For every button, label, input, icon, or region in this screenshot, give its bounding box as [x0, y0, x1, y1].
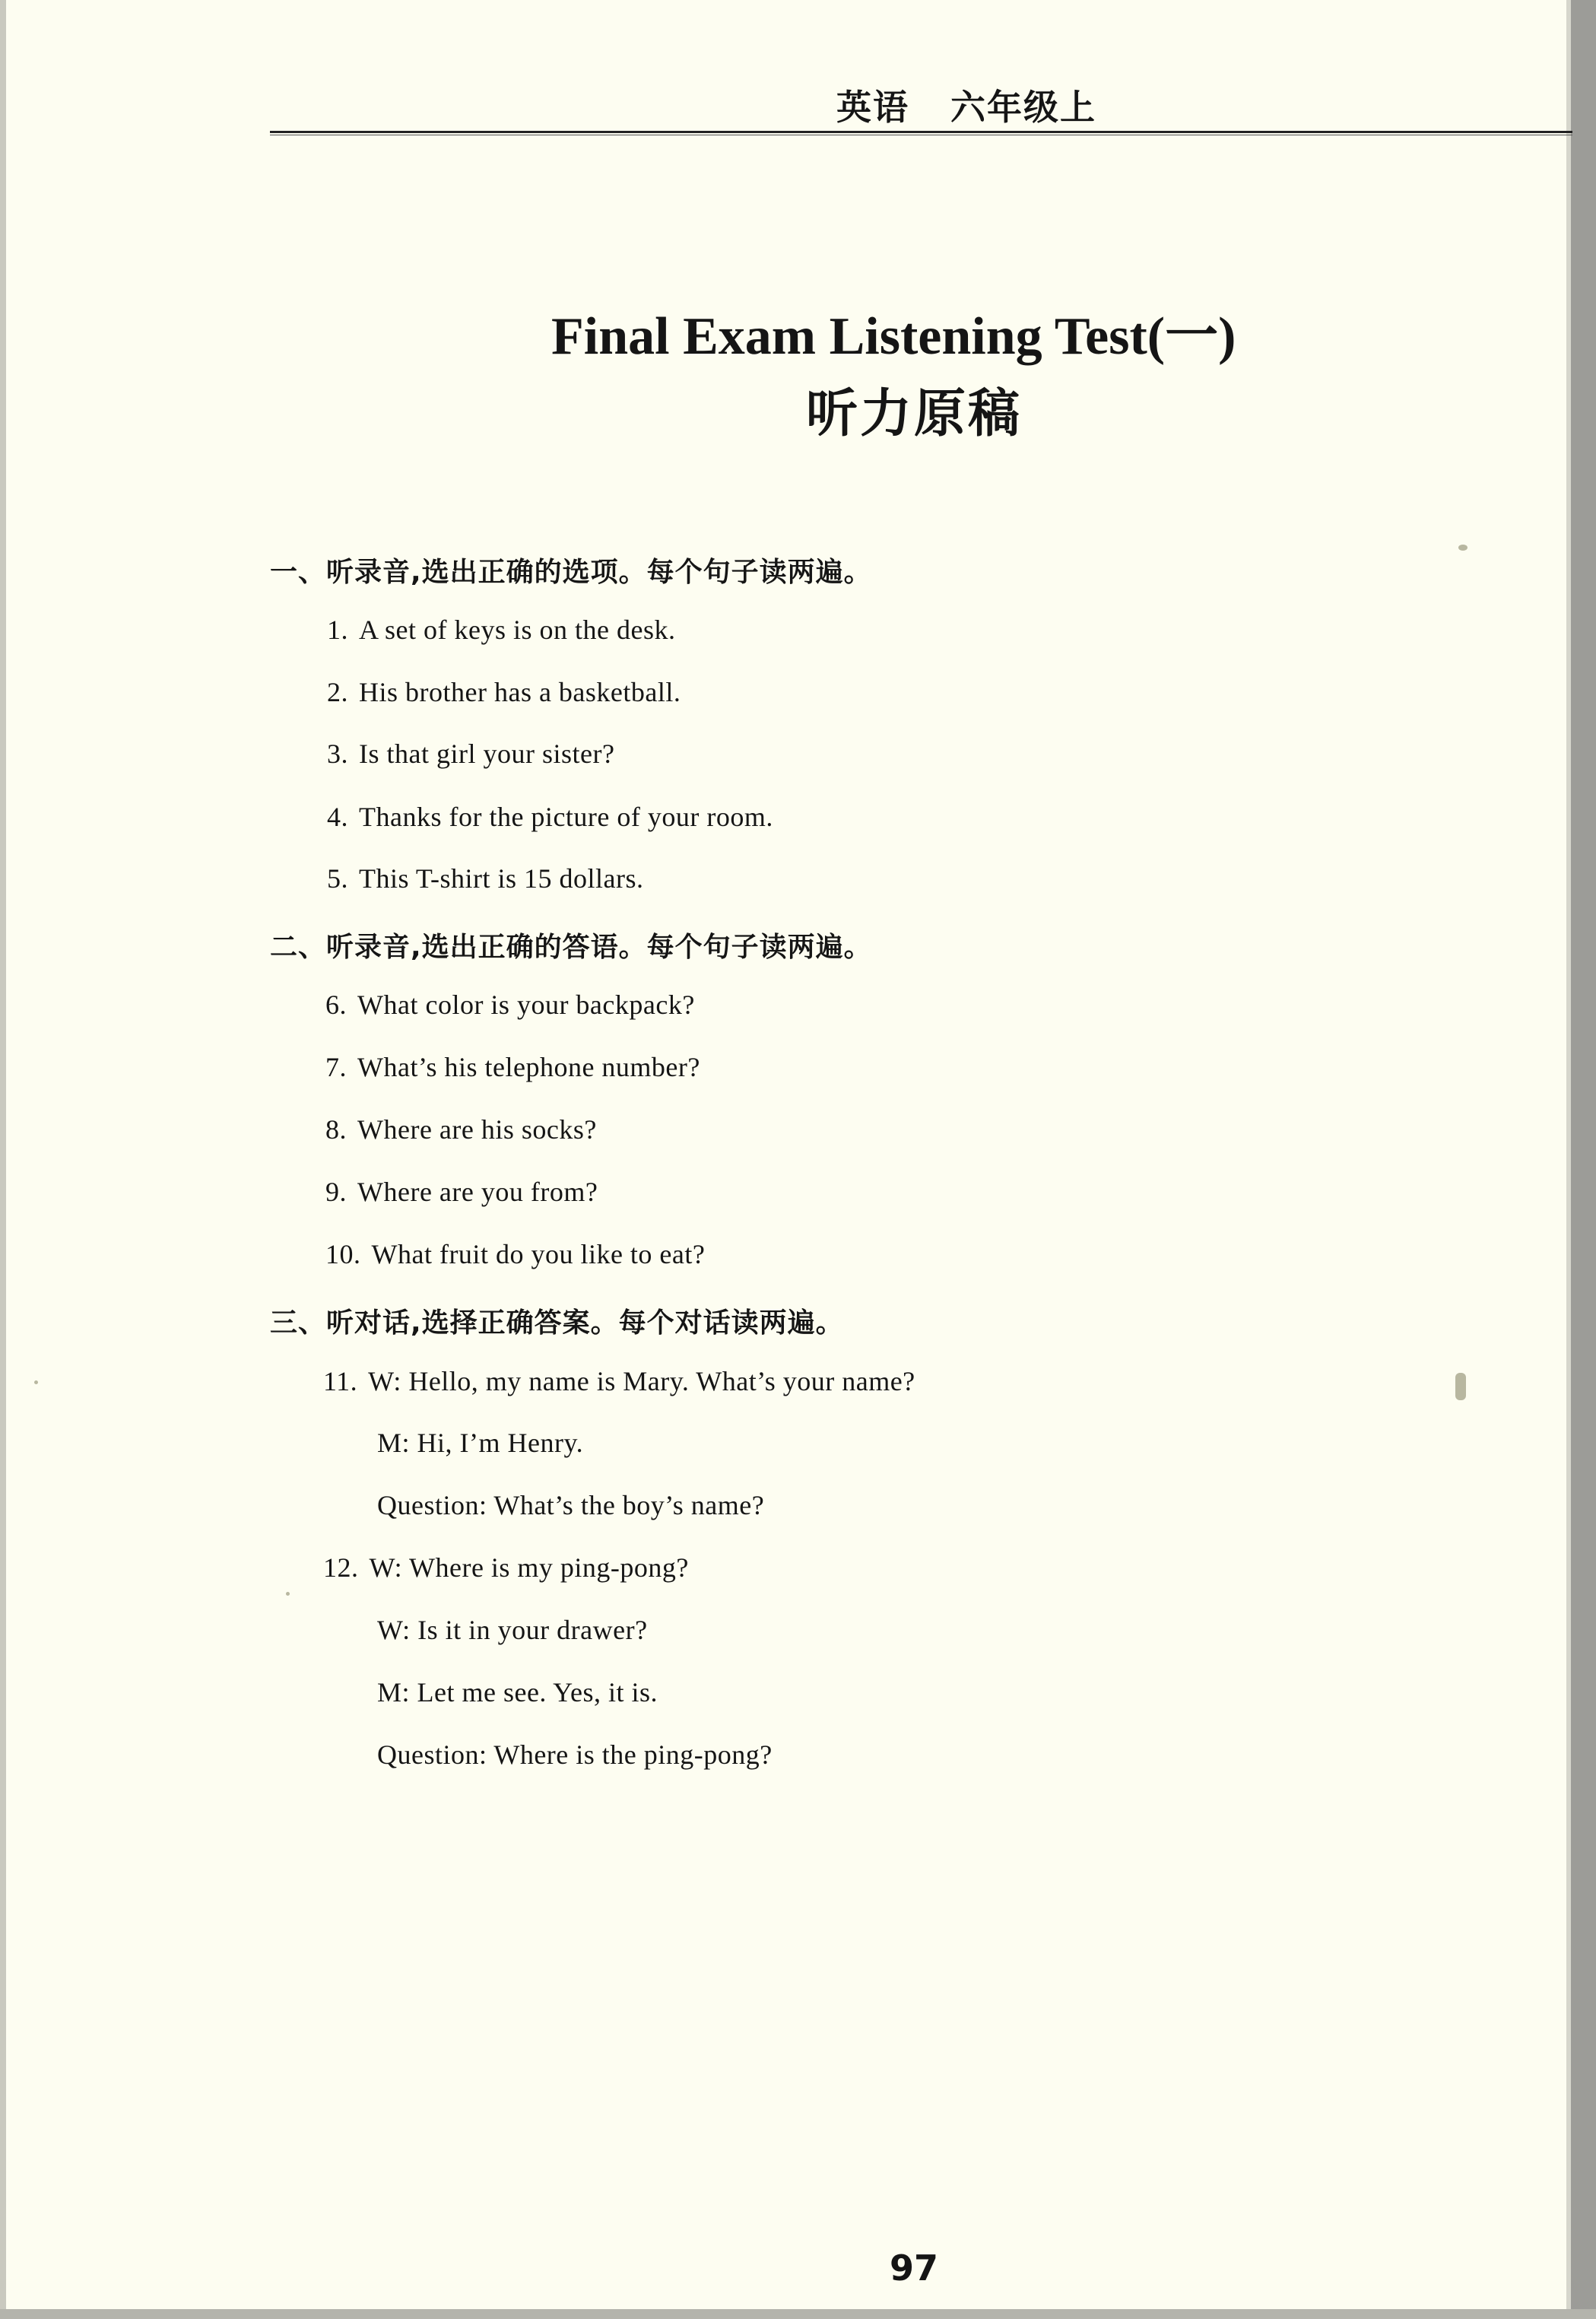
section-heading-2: 二、听录音,选出正确的答语。每个句子读两遍。	[270, 932, 872, 963]
item-text: What’s his telephone number?	[357, 1052, 700, 1082]
header-rule	[270, 131, 1572, 135]
scan-edge-bottom	[0, 2309, 1596, 2319]
page-title: Final Exam Listening Test(一)	[551, 307, 1236, 366]
item-number: 9.	[325, 1177, 347, 1207]
item-number: 10.	[325, 1239, 361, 1269]
dialogue-text: W: Hello, my name is Mary. What’s your name?	[368, 1366, 915, 1396]
list-item	[325, 1238, 705, 1270]
page-subtitle: 听力原稿	[806, 384, 1023, 444]
dialogue-line	[323, 1365, 915, 1397]
dialogue-line	[323, 1552, 689, 1584]
list-item	[327, 801, 773, 833]
item-number: 12.	[323, 1552, 359, 1583]
list-item	[327, 862, 644, 894]
scan-speck	[34, 1380, 38, 1384]
item-number: 7.	[325, 1052, 347, 1082]
running-header: 英语 六年级上	[836, 87, 1097, 128]
dialogue-line: M: Hi, I’m Henry.	[377, 1428, 584, 1458]
item-text: Where are his socks?	[357, 1114, 597, 1145]
section-heading-3: 三、听对话,选择正确答案。每个对话读两遍。	[270, 1307, 844, 1339]
item-text: A set of keys is on the desk.	[359, 615, 676, 645]
scan-speck	[1458, 545, 1467, 551]
item-text: This T-shirt is 15 dollars.	[359, 863, 644, 894]
item-text: Thanks for the picture of your room.	[359, 802, 773, 832]
dialogue-line: M: Let me see. Yes, it is.	[377, 1677, 658, 1707]
item-text: Where are you from?	[357, 1177, 598, 1207]
dialogue-text: W: Where is my ping-pong?	[369, 1552, 689, 1583]
list-item	[325, 1113, 597, 1145]
item-number: 5.	[327, 863, 348, 894]
scan-edge-right	[1571, 0, 1596, 2319]
dialogue-question: Question: Where is the ping-pong?	[377, 1739, 773, 1770]
item-text: What color is your backpack?	[357, 990, 695, 1020]
section-heading-1: 一、听录音,选出正确的选项。每个句子读两遍。	[270, 557, 872, 588]
scan-speck	[1455, 1373, 1466, 1400]
item-number: 3.	[327, 739, 348, 769]
list-item	[325, 1176, 598, 1208]
item-number: 4.	[327, 802, 348, 832]
item-text: What fruit do you like to eat?	[371, 1239, 706, 1269]
item-number: 6.	[325, 990, 347, 1020]
page-number: 97	[890, 2248, 939, 2289]
item-number: 11.	[323, 1366, 358, 1396]
list-item	[327, 676, 681, 708]
dialogue-line: W: Is it in your drawer?	[377, 1615, 648, 1645]
list-item	[325, 1051, 700, 1083]
item-number: 2.	[327, 677, 348, 707]
list-item	[327, 738, 614, 770]
item-number: 8.	[325, 1114, 347, 1145]
scan-edge-left	[0, 0, 6, 2319]
dialogue-question: Question: What’s the boy’s name?	[377, 1490, 765, 1520]
list-item	[325, 989, 695, 1021]
scan-speck	[286, 1592, 290, 1596]
item-text: Is that girl your sister?	[359, 739, 615, 769]
item-number: 1.	[327, 615, 348, 645]
item-text: His brother has a basketball.	[359, 677, 681, 707]
list-item	[327, 614, 675, 646]
